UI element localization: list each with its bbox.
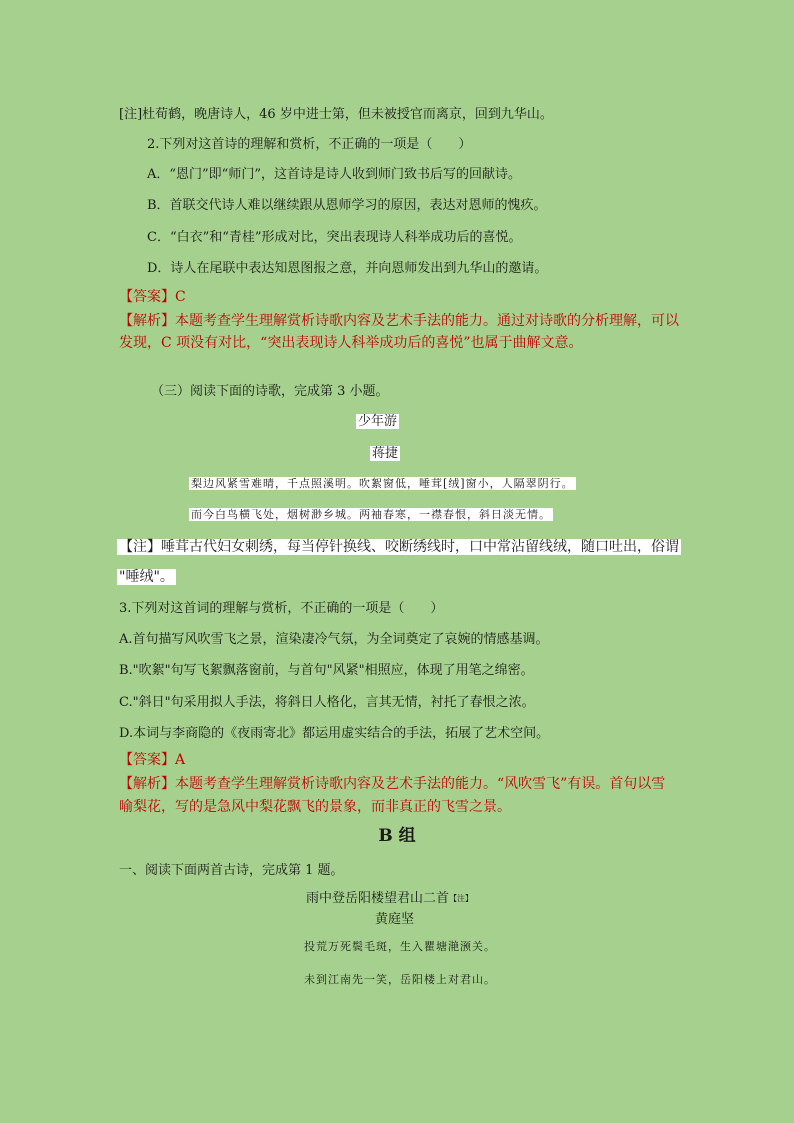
poem-b-line-1: 投荒万死鬓毛斑，生入瞿塘滟滪关。: [304, 940, 496, 953]
q2-option-d: D．诗人在尾联中表达知恩图报之意，并向恩师发出到九华山的邀请。: [147, 261, 548, 276]
poem-line-1: [189, 475, 576, 493]
section-3-intro: （三）阅读下面的诗歌，完成第 3 小题。: [151, 384, 389, 399]
q3-analysis-line2: 喻梨花，写的是急风中梨花飘飞的景象，而非真正的飞雪之景。: [119, 799, 511, 815]
poem-author: [370, 445, 400, 463]
q3-option-b: B."吹絮"句写飞絮飘落窗前，与首句"风紧"相照应，体现了用笔之绵密。: [119, 663, 534, 678]
q2-analysis-line1: 【解析】本题考查学生理解赏析诗歌内容及艺术手法的能力。通过对诗歌的分析理解，可以: [119, 313, 679, 329]
poem-b-note-mark: 【注】: [449, 894, 474, 903]
poem-note-line1: [117, 538, 681, 556]
q3-option-a: A.首句描写风吹雪飞之景，渲染凄冷气氛，为全词奠定了哀婉的情感基调。: [119, 632, 549, 647]
poet-note: [注]杜荀鹤，晚唐诗人，46 岁中进士第，但未被授官而离京，回到九华山。: [119, 107, 553, 122]
poem-line-1-text: 梨边风紧雪难晴，千点照溪明。吹絮窗低，唾茸[绒]窗小，人隔翠阴行。: [191, 477, 574, 490]
q2-option-a: A．“恩门”即“师门”，这首诗是诗人收到师门致书后写的回献诗。: [147, 167, 521, 182]
poem-note-line2-text: "唾绒"。: [119, 569, 174, 585]
group-b-intro: 一、阅读下面两首古诗，完成第 1 题。: [119, 863, 344, 878]
q3-option-c: C."斜日"句采用拟人手法，将斜日人格化，言其无情，衬托了春恨之浓。: [119, 695, 535, 710]
poem-line-2: [189, 506, 553, 524]
question-2: 2.下列对这首诗的理解和赏析，不正确的一项是（ ）: [147, 137, 472, 152]
q2-option-b: B．首联交代诗人难以继续跟从恩师学习的原因，表达对恩师的愧疚。: [147, 198, 547, 213]
poem-note-line1-text: 【注】唾茸古代妇女刺绣，每当停针换线、咬断绣线时，口中常沾留线绒，随口吐出，俗谓: [119, 539, 679, 555]
q3-analysis-line1: 【解析】本题考查学生理解赏析诗歌内容及艺术手法的能力。“风吹雪飞”有误。首句以雪: [119, 776, 666, 792]
poem-b-title: [306, 890, 473, 908]
q2-option-c: C．“白衣”和“青桂”形成对比，突出表现诗人科举成功后的喜悦。: [147, 230, 522, 245]
q2-analysis-line2: 发现，C 项没有对比，“突出表现诗人科举成功后的喜悦”也属于曲解文意。: [119, 335, 583, 351]
q3-answer: 【答案】A: [119, 752, 186, 768]
poem-b-line-2: 未到江南先一笑，岳阳楼上对君山。: [304, 973, 496, 986]
poem-title-text: 少年游: [358, 414, 398, 429]
q3-option-d: D.本词与李商隐的《夜雨寄北》都运用虚实结合的手法，拓展了艺术空间。: [119, 726, 550, 741]
poem-b-author: 黄庭坚: [375, 912, 415, 927]
question-3: 3.下列对这首词的理解与赏析，不正确的一项是（ ）: [119, 601, 444, 616]
poem-title: [356, 413, 399, 431]
poem-b-title-text: 雨中登岳阳楼望君山二首: [306, 891, 450, 906]
group-b-heading: B 组: [378, 826, 416, 846]
poem-note-line2: [117, 568, 176, 586]
q2-answer: 【答案】C: [119, 289, 186, 305]
poem-line-2-text: 而今白鸟横飞处，烟树渺乡城。两袖春寒，一襟春恨，斜日淡无情。: [191, 508, 551, 521]
poem-author-text: 蒋捷: [372, 446, 399, 461]
